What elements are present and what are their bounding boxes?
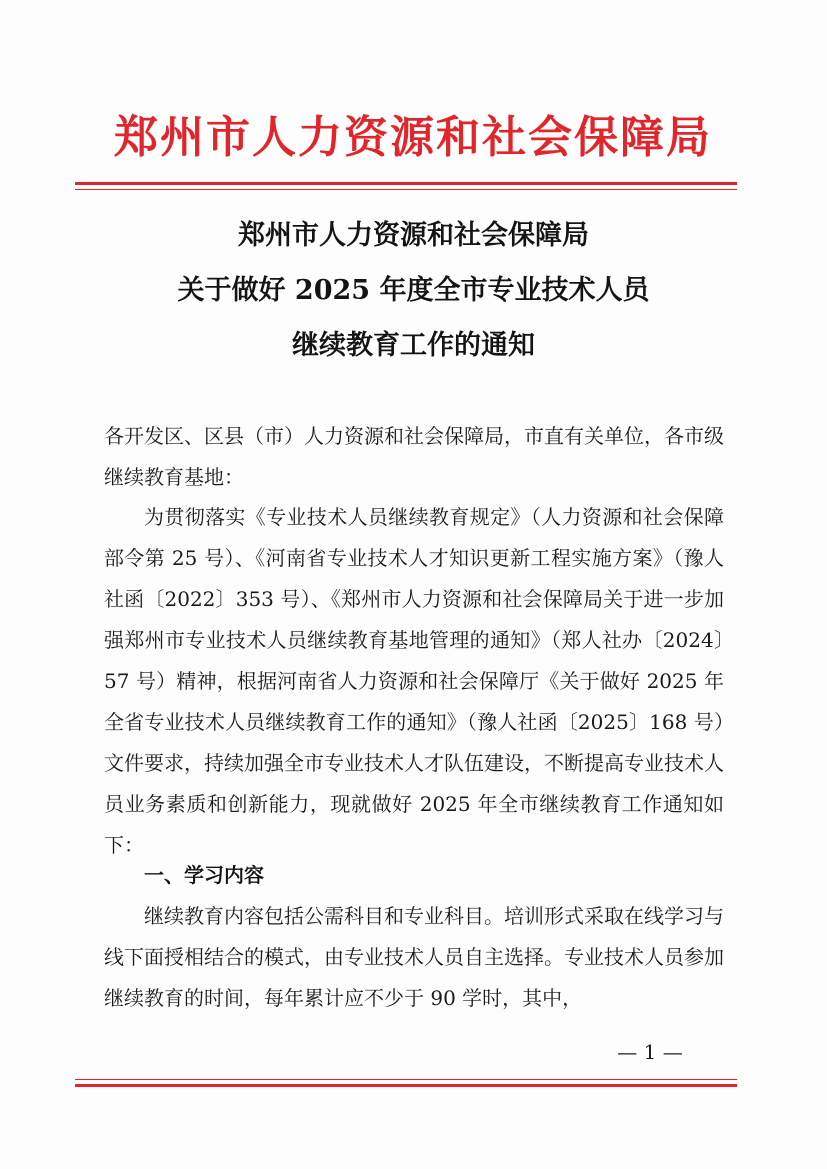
footer-red-rule-thin — [75, 1079, 737, 1080]
salutation-paragraph: 各开发区、区县（市）人力资源和社会保障局，市直有关单位，各市级继续教育基地： — [104, 424, 724, 489]
footer-red-rule-thick — [75, 1084, 737, 1087]
organization-header: 郑州市人力资源和社会保障局 — [114, 112, 712, 163]
header-red-rule-thin — [75, 189, 737, 190]
document-title-line-2: 关于做好 2025 年度全市专业技术人员 — [177, 275, 650, 306]
page-number: — 1 — — [617, 1040, 683, 1064]
section-heading: 一、学习内容 — [144, 863, 264, 887]
document-title-line-3: 继续教育工作的通知 — [292, 330, 535, 361]
section-paragraph: 继续教育内容包括公需科目和专业科目。培训形式采取在线学习与线下面授相结合的模式，由专业技术人员自主选择。专业技术人员参加继续教育的时间，每年累计应不少于 90 学时，其中， — [104, 904, 724, 1010]
intro-paragraph: 为贯彻落实《专业技术人员继续教育规定》（人力资源和社会保障部令第 25 号）、《河南省专业技术人才知识更新工程实施方案》（豫人社函〔2022〕353 号）、《郑州市人力资源和社会保障局关于进一步加强郑州市专业技术人员继续教育基地管理的通知》（郑人社办〔2024〕57 号）精神，根据河南省人力资源和社会保障厅《关于做好 2025 年全省专业技术人员继续教育工作的通知》（豫人社函〔2025〕168 号）文件要求，持续加强全市专业技术人才队伍建设，不断提高专业技术人员业务素质和创新能力，现就做好 2025 年全市继续教育工作通知如下： — [104, 505, 724, 857]
document-title-line-1: 郑州市人力资源和社会保障局 — [238, 220, 589, 251]
header-red-rule-thick — [75, 182, 737, 185]
